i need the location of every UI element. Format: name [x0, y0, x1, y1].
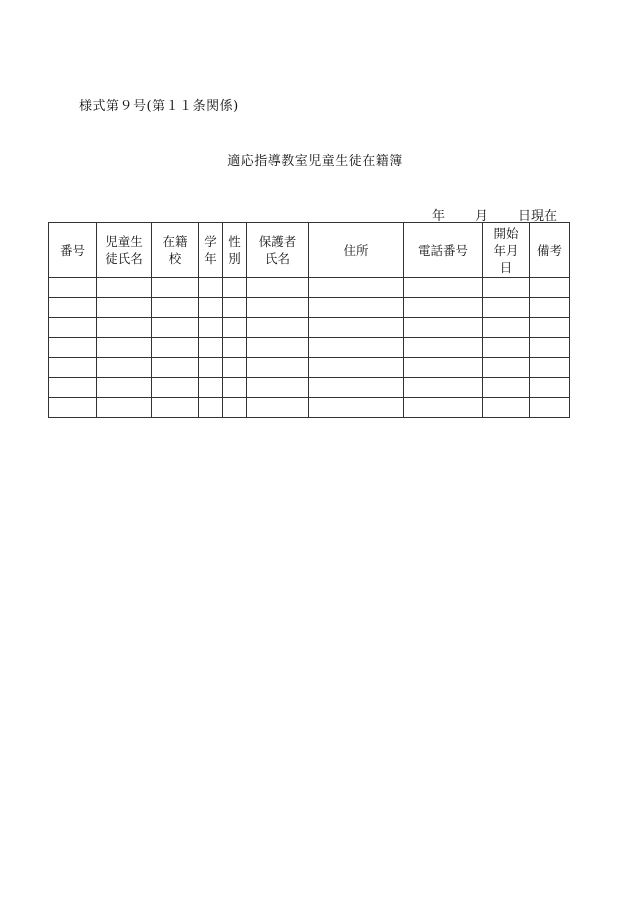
table-cell-address[interactable] — [309, 378, 404, 398]
table-cell-grade[interactable] — [199, 358, 223, 378]
table-cell-grade[interactable] — [199, 318, 223, 338]
table-cell-enrolled-school[interactable] — [152, 298, 199, 318]
table-cell-student-name[interactable] — [97, 358, 152, 378]
column-header-guardian-name — [247, 223, 309, 278]
table-cell-grade[interactable] — [199, 338, 223, 358]
table-cell-remarks[interactable] — [530, 398, 570, 418]
table-cell-address[interactable] — [309, 398, 404, 418]
column-header-line: 性 — [228, 234, 241, 249]
table-cell-start-date[interactable] — [483, 398, 530, 418]
table-row — [49, 358, 570, 378]
column-header-line: 在籍 — [162, 234, 188, 249]
table-cell-start-date[interactable] — [483, 378, 530, 398]
table-cell-student-name[interactable] — [97, 318, 152, 338]
table-cell-gender[interactable] — [223, 378, 247, 398]
column-header-line: 校 — [168, 251, 182, 266]
table-cell-grade[interactable] — [199, 378, 223, 398]
table-cell-enrolled-school[interactable] — [152, 278, 199, 298]
table-cell-guardian-name[interactable] — [247, 318, 309, 338]
table-cell-start-date[interactable] — [483, 318, 530, 338]
column-header-line: 氏名 — [264, 251, 290, 266]
table-cell-student-name[interactable] — [97, 398, 152, 418]
table-cell-guardian-name[interactable] — [247, 378, 309, 398]
table-cell-enrolled-school[interactable] — [152, 338, 199, 358]
column-header-start-date — [483, 223, 530, 278]
table-cell-gender[interactable] — [223, 338, 247, 358]
table-cell-address[interactable] — [309, 318, 404, 338]
column-header-line: 住所 — [343, 242, 369, 258]
table-cell-start-date[interactable] — [483, 338, 530, 358]
table-cell-grade[interactable] — [199, 398, 223, 418]
header-row — [49, 223, 570, 278]
table-cell-number[interactable] — [49, 398, 97, 418]
table-cell-remarks[interactable] — [530, 278, 570, 298]
table-row — [49, 278, 570, 298]
column-header-phone — [404, 223, 483, 278]
table-cell-student-name[interactable] — [97, 298, 152, 318]
table-cell-student-name[interactable] — [97, 378, 152, 398]
table-cell-number[interactable] — [49, 318, 97, 338]
table-cell-student-name[interactable] — [97, 278, 152, 298]
table-cell-grade[interactable] — [199, 278, 223, 298]
table-cell-guardian-name[interactable] — [247, 338, 309, 358]
date-day-suffix: 日現在 — [518, 209, 558, 224]
table-cell-phone[interactable] — [404, 318, 483, 338]
table-cell-number[interactable] — [49, 378, 97, 398]
table-cell-guardian-name[interactable] — [247, 278, 309, 298]
column-header-enrolled-school — [152, 223, 199, 278]
column-header-line: 番号 — [59, 242, 85, 258]
table-cell-phone[interactable] — [404, 278, 483, 298]
table-row — [49, 298, 570, 318]
table-row — [49, 318, 570, 338]
column-header-student-name — [97, 223, 152, 278]
table-cell-guardian-name[interactable] — [247, 358, 309, 378]
column-header-line: 保護者 — [258, 234, 297, 249]
column-header-line: 学 — [204, 234, 217, 249]
column-header-line: 日 — [499, 259, 513, 275]
table-cell-gender[interactable] — [223, 298, 247, 318]
table-cell-gender[interactable] — [223, 278, 247, 298]
register-body — [49, 278, 570, 418]
column-header-line: 開始 — [493, 225, 519, 241]
table-cell-number[interactable] — [49, 298, 97, 318]
table-cell-number[interactable] — [49, 278, 97, 298]
form-number: 様式第９号(第１１条関係) — [79, 99, 239, 114]
table-cell-guardian-name[interactable] — [247, 398, 309, 418]
document-title: 適応指導教室児童生徒在籍簿 — [227, 154, 403, 169]
date-month-label: 月 — [475, 209, 489, 224]
table-cell-remarks[interactable] — [530, 378, 570, 398]
table-cell-number[interactable] — [49, 338, 97, 358]
table-cell-address[interactable] — [309, 278, 404, 298]
date-year-label: 年 — [432, 209, 446, 224]
column-header-remarks — [530, 223, 570, 278]
table-cell-phone[interactable] — [404, 378, 483, 398]
table-cell-start-date[interactable] — [483, 298, 530, 318]
table-cell-remarks[interactable] — [530, 318, 570, 338]
column-header-address — [309, 223, 404, 278]
table-cell-guardian-name[interactable] — [247, 298, 309, 318]
column-header-line: 児童生 — [105, 234, 143, 249]
column-header-line: 年 — [204, 251, 217, 266]
column-header-number — [49, 223, 97, 278]
table-cell-enrolled-school[interactable] — [152, 398, 199, 418]
table-cell-enrolled-school[interactable] — [152, 318, 199, 338]
table-cell-grade[interactable] — [199, 298, 223, 318]
table-cell-address[interactable] — [309, 298, 404, 318]
table-cell-remarks[interactable] — [530, 358, 570, 378]
student-register-table — [48, 222, 570, 418]
table-cell-gender[interactable] — [223, 398, 247, 418]
column-header-gender — [223, 223, 247, 278]
column-header-line: 年月 — [493, 242, 519, 258]
table-row — [49, 398, 570, 418]
table-cell-phone[interactable] — [404, 298, 483, 318]
table-cell-gender[interactable] — [223, 358, 247, 378]
table-cell-enrolled-school[interactable] — [152, 378, 199, 398]
column-header-line: 備考 — [536, 242, 562, 258]
table-cell-start-date[interactable] — [483, 278, 530, 298]
column-header-grade — [199, 223, 223, 278]
table-row — [49, 378, 570, 398]
table-row — [49, 338, 570, 358]
table-cell-remarks[interactable] — [530, 298, 570, 318]
table-cell-address[interactable] — [309, 338, 404, 358]
table-cell-remarks[interactable] — [530, 338, 570, 358]
column-header-line: 電話番号 — [417, 242, 468, 258]
table-cell-phone[interactable] — [404, 398, 483, 418]
table-cell-phone[interactable] — [404, 338, 483, 358]
table-cell-phone[interactable] — [404, 358, 483, 378]
column-header-line: 別 — [228, 251, 241, 266]
table-cell-start-date[interactable] — [483, 358, 530, 378]
table-cell-number[interactable] — [49, 358, 97, 378]
table-cell-student-name[interactable] — [97, 338, 152, 358]
table-cell-address[interactable] — [309, 358, 404, 378]
column-header-line: 徒氏名 — [105, 251, 143, 266]
table-cell-gender[interactable] — [223, 318, 247, 338]
table-cell-enrolled-school[interactable] — [152, 358, 199, 378]
